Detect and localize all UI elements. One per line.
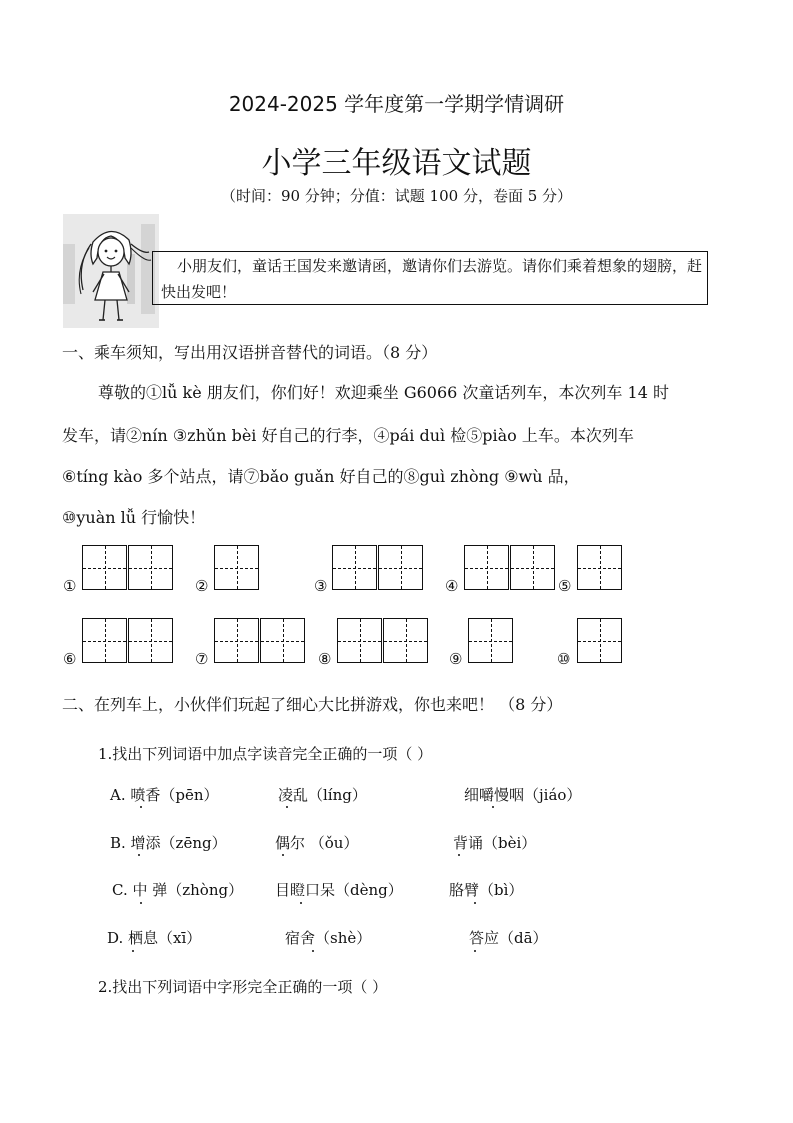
emphasis-dot (474, 902, 476, 904)
q1-option-d-word1: D. 栖息（xī） (107, 929, 202, 947)
exam-year-title: 2024-2025 学年度第一学期学情调研 (228, 92, 565, 116)
q1-option-c-word2: 目瞪口呆（dèng） (275, 881, 403, 899)
q1-option-d-word3: 答应（dā） (469, 929, 548, 947)
section2-heading: 二、在列车上，小伙伴们玩起了细心大比拼游戏，你也来吧！ （8 分） (62, 695, 563, 714)
grid-label-4: ④ (445, 577, 459, 595)
grid-label-7: ⑦ (195, 650, 209, 668)
grid-label-1: ① (63, 577, 77, 595)
q1-option-d-word2: 宿舍（shè） (285, 929, 372, 947)
grid-label-6: ⑥ (63, 650, 77, 668)
emphasis-dot (312, 950, 314, 952)
emphasis-dot (140, 902, 142, 904)
writing-grid-cell[interactable] (82, 545, 127, 590)
section1-passage-line3: ⑥tíng kào 多个站点，请⑦bǎo guǎn 好自己的⑧guì zhòng ⑨wù 品， (62, 467, 580, 486)
writing-grid-cell[interactable] (82, 618, 127, 663)
q1-option-a-word3: 细嚼慢咽（jiáo） (464, 786, 582, 804)
grid-label-9: ⑨ (449, 650, 463, 668)
emphasis-dot (286, 806, 288, 808)
emphasis-dot (474, 950, 476, 952)
q1-option-c-word3: 胳臂（bì） (449, 881, 524, 899)
writing-grid-cell[interactable] (128, 618, 173, 663)
q1-option-b-word3: 背诵（bèi） (453, 834, 537, 852)
emphasis-dot (300, 902, 302, 904)
section1-passage-line1: 尊敬的①lǚ kè 朋友们，你们好！欢迎乘坐 G6066 次童话列车，本次列车 14 时 (98, 383, 669, 402)
writing-grid-cell[interactable] (332, 545, 377, 590)
q1-option-a-word2: 凌乱（líng） (278, 786, 367, 804)
writing-grid-cell[interactable] (337, 618, 382, 663)
emphasis-dot (132, 950, 134, 952)
q1-option-b-word2: 偶尔 （ǒu） (275, 834, 359, 852)
question1-stem: 1.找出下列词语中加点字读音完全正确的一项（ ） (98, 745, 433, 763)
grid-label-5: ⑤ (558, 577, 572, 595)
writing-grid-cell[interactable] (214, 618, 259, 663)
emphasis-dot (458, 854, 460, 856)
writing-grid-cell[interactable] (378, 545, 423, 590)
emphasis-dot (492, 806, 494, 808)
writing-grid-cell[interactable] (468, 618, 513, 663)
exam-time-score-note: （时间：90 分钟；分值：试题 100 分，卷面 5 分） (220, 187, 573, 205)
emphasis-dot (282, 854, 284, 856)
writing-grid-cell[interactable] (214, 545, 259, 590)
q1-option-c-word1: C. 中 弹（zhòng） (112, 881, 244, 899)
emphasis-dot (138, 854, 140, 856)
grid-label-3: ③ (314, 577, 328, 595)
grid-label-2: ② (195, 577, 209, 595)
writing-grid-cell[interactable] (260, 618, 305, 663)
q1-option-a-word1: A. 喷香（pēn） (110, 786, 219, 804)
section1-passage-line4: ⑩yuàn lǚ 行愉快！ (62, 508, 206, 527)
grid-label-10: ⑩ (557, 650, 571, 668)
writing-grid-cell[interactable] (128, 545, 173, 590)
writing-grid-cell[interactable] (577, 545, 622, 590)
writing-grid-cell[interactable] (577, 618, 622, 663)
section1-passage-line2: 发车，请②nín ③zhǔn bèi 好自己的行李，④pái duì 检⑤piào 上车。本次列车 (62, 426, 634, 445)
q1-option-b-word1: B. 增添（zēng） (110, 834, 227, 852)
section1-heading: 一、乘车须知，写出用汉语拼音替代的词语。（8 分） (62, 343, 438, 362)
emphasis-dot (140, 806, 142, 808)
intro-message-text: 小朋友们，童话王国发来邀请函，邀请你们去游览。请你们乘着想象的翅膀，赶快出发吧！ (161, 257, 703, 301)
intro-message-box (152, 251, 708, 305)
grid-label-8: ⑧ (318, 650, 332, 668)
exam-subject-title: 小学三年级语文试题 (261, 146, 532, 181)
writing-grid-cell[interactable] (383, 618, 428, 663)
writing-grid-cell[interactable] (510, 545, 555, 590)
girl-with-pigtails-illustration (63, 214, 159, 328)
question2-stem: 2.找出下列词语中字形完全正确的一项（ ） (98, 978, 388, 996)
writing-grid-cell[interactable] (464, 545, 509, 590)
